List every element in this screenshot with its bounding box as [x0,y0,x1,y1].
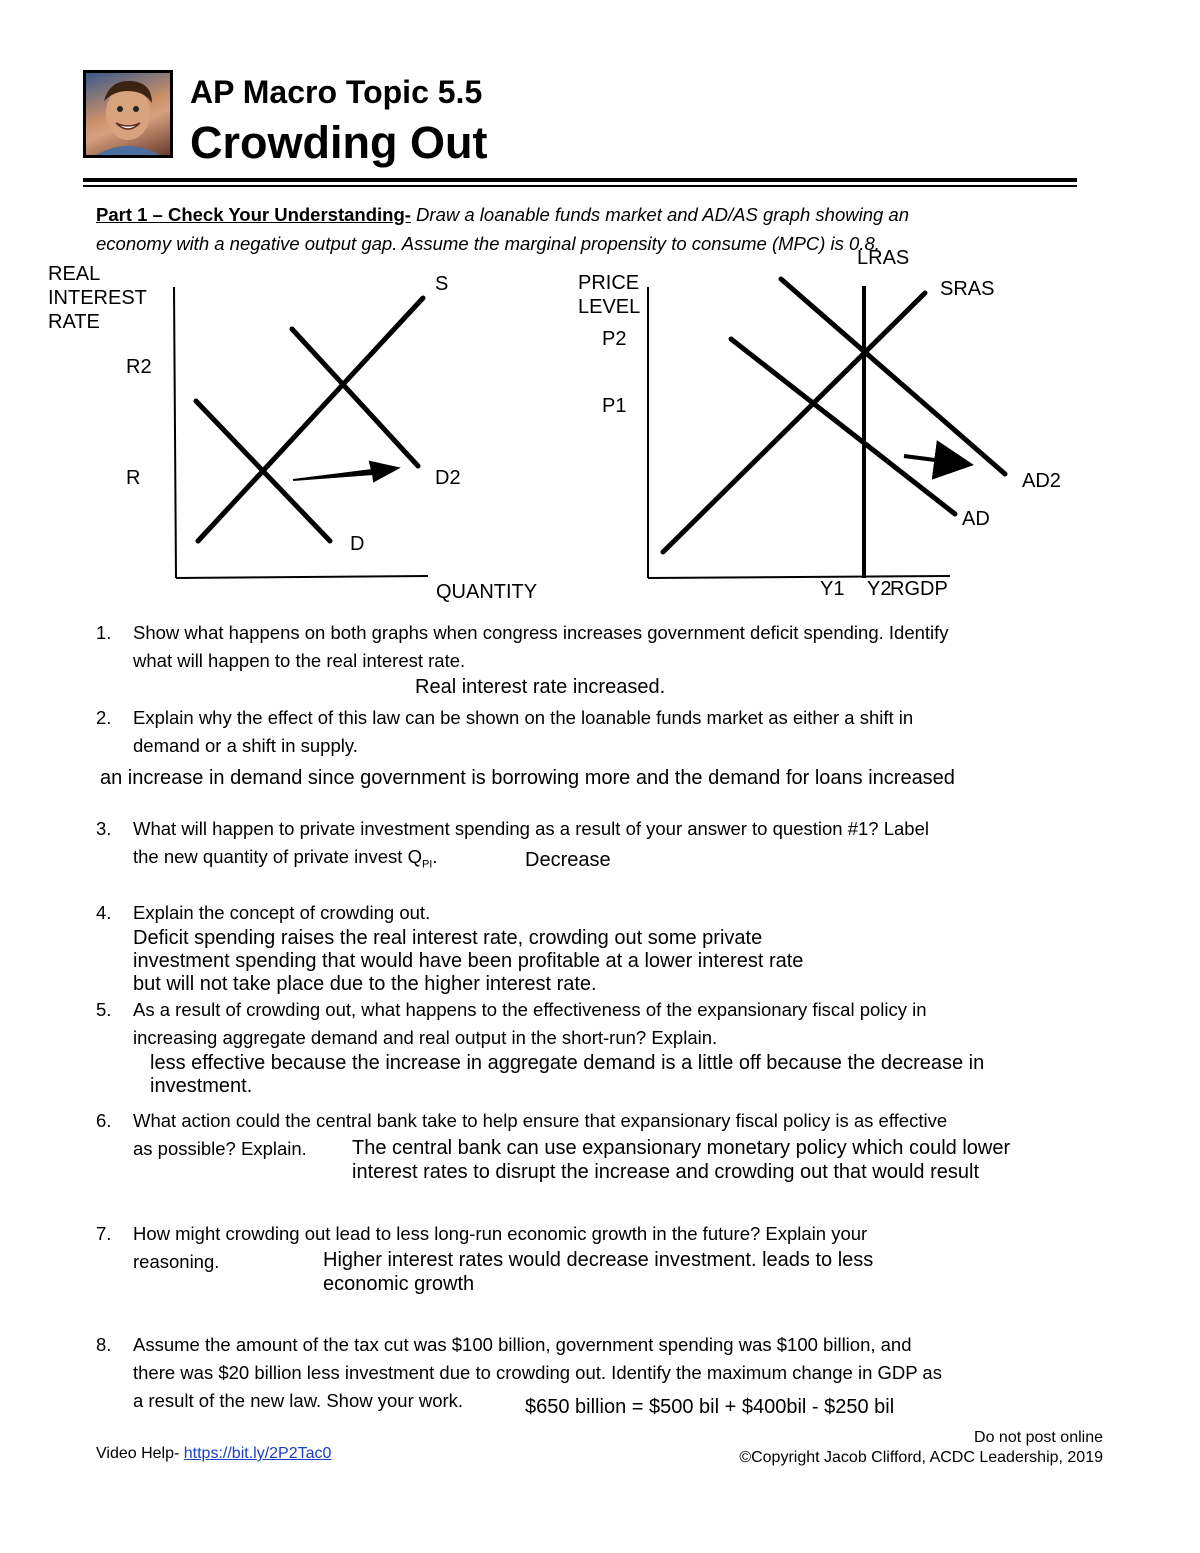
adas-label-y1: Y1 [820,578,845,600]
lf-label-s: S [435,273,449,295]
sras-curve [663,293,925,552]
answer-4-line2: investment spending that would have been profitable at a lower interest rate [133,950,804,972]
part1-prompt-line1: Draw a loanable funds market and AD/AS graph showing an [410,204,909,225]
answer-4 [133,927,803,996]
question-text: What action could the central bank take to help ensure that expansionary fiscal policy is as effective [133,1110,948,1131]
question-number: 5. [96,999,112,1020]
adas-label-p1: P1 [602,395,627,417]
answer-6-line2: interest rates to disrupt the increase and crowding out that would result [352,1161,980,1183]
adas-graph [648,279,1005,578]
answer-2: an increase in demand since government is borrowing more and the demand for loans increased [100,767,955,789]
adas-label-y2: Y2 [867,578,892,600]
question-text: Show what happens on both graphs when congress increases government deficit spending. Identify [133,622,949,643]
question-text: Assume the amount of the tax cut was $100 billion, government spending was $100 billion, and [133,1334,912,1355]
page-title: Crowding Out [190,117,488,168]
lf-y-axis [174,287,176,578]
adas-label-p2: P2 [602,328,627,350]
answer-5-line1: less effective because the increase in aggregate demand is a little off because the decrease in [150,1052,985,1074]
question-text: Explain the concept of crowding out. [133,902,431,923]
question-text: . [432,846,438,867]
part1-label: Part 1 – Check Your Understanding- [96,204,411,225]
question-4 [96,899,1096,927]
demand-shift-arrow [293,462,398,481]
question-text: How might crowding out lead to less long-run economic growth in the future? Explain your [133,1223,868,1244]
question-text: Explain why the effect of this law can be shown on the loanable funds market as either a shift in [133,707,914,728]
footer-copyright: ©Copyright Jacob Clifford, ACDC Leadership, 2019 [739,1449,1103,1466]
adas-label-sras: SRAS [940,278,995,300]
ad2-curve [781,279,1005,474]
supply-curve [198,298,423,541]
question-text: As a result of crowding out, what happens to the effectiveness of the expansionary fiscal policy in [133,999,927,1020]
question-text: as possible? Explain. [133,1138,307,1159]
lf-x-label: QUANTITY [436,581,538,603]
answer-7-line2: economic growth [323,1273,475,1295]
lf-y-label-1: REAL [48,263,101,285]
question-number: 4. [96,902,112,923]
footer-notice: Do not post online [974,1429,1103,1446]
loanable-funds-graph [174,287,428,578]
question-1 [96,619,1096,675]
question-text: the new quantity of private invest Q [133,846,422,867]
question-text: there was $20 billion less investment due to crowding out. Identify the maximum change in GDP as [133,1362,942,1383]
question-number: 7. [96,1223,112,1244]
topic-heading: AP Macro Topic 5.5 [190,74,483,110]
lf-label-d2: D2 [435,467,461,489]
adas-label-ad: AD [962,508,990,530]
adas-y-label [578,271,640,319]
question-text: a result of the new law. Show your work. [133,1390,464,1411]
lf-label-r: R [126,467,141,489]
answer-1: Real interest rate increased. [415,676,666,698]
lf-x-axis [176,576,428,578]
answer-4-line1: Deficit spending raises the real interest rate, crowding out some private [133,927,763,949]
question-subscript: PI [421,858,433,871]
lf-y-label-3: RATE [48,311,100,333]
question-number: 1. [96,622,112,643]
demand-curve-d2 [292,329,418,466]
part1-prompt-line2: economy with a negative output gap. Assume the marginal propensity to consume (MPC) is 0.8. [96,233,880,254]
lf-y-label [48,262,147,334]
answer-6-line1: The central bank can use expansionary monetary policy which could lower [352,1137,1011,1159]
adas-x-label: RGDP [890,578,948,600]
question-text: What will happen to private investment spending as a result of your answer to question #1? Label [133,818,929,839]
video-help [96,1445,331,1463]
lf-y-label-2: INTEREST [48,287,147,309]
adas-y-label-1: PRICE [578,272,640,294]
question-text: increasing aggregate demand and real output in the short-run? Explain. [133,1027,718,1048]
question-number: 8. [96,1334,112,1355]
adas-y-label-2: LEVEL [578,296,641,318]
adas-label-lras: LRAS [857,247,910,269]
ad-shift-arrow [904,456,966,464]
answer-7-line1: Higher interest rates would decrease investment. leads to less [323,1249,874,1271]
answer-8: $650 billion = $500 bil + $400bil - $250 bil [525,1396,895,1418]
answer-7 [323,1248,873,1296]
answer-5 [150,1052,984,1098]
question-number: 6. [96,1110,112,1131]
question-text: reasoning. [133,1251,220,1272]
question-5 [96,996,1096,1052]
lf-label-d: D [350,533,365,555]
question-number: 3. [96,818,112,839]
answer-6 [352,1136,1010,1184]
ad-curve [731,339,955,514]
question-text: demand or a shift in supply. [133,735,358,756]
adas-label-ad2: AD2 [1022,470,1061,492]
question-text: what will happen to the real interest rate. [133,650,466,671]
question-2 [96,704,1096,760]
answer-4-line3: but will not take place due to the higher interest rate. [133,973,597,995]
lf-label-r2: R2 [126,356,152,378]
question-number: 2. [96,707,112,728]
answer-5-line2: investment. [150,1075,253,1097]
video-help-label: Video Help- [96,1445,184,1462]
answer-3: Decrease [525,849,611,871]
video-help-link[interactable]: https://bit.ly/2P2Tac0 [183,1445,332,1462]
